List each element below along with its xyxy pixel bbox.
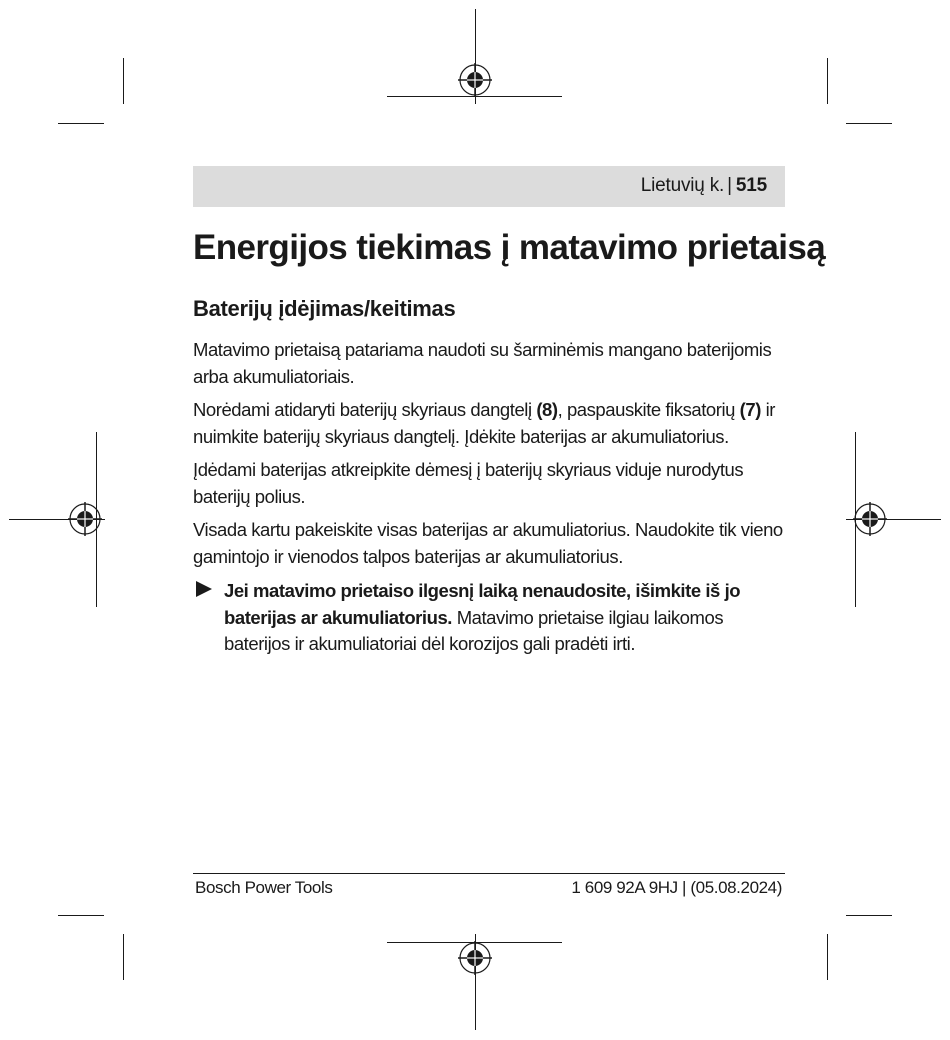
page-number: 515: [735, 175, 767, 196]
crop-mark: [58, 123, 104, 124]
crop-mark: [123, 58, 124, 104]
registration-mark-icon: [458, 941, 492, 975]
paragraph-2-text-b: , paspauskite fiksatorių: [557, 399, 740, 420]
figure-reference-7: (7): [739, 399, 761, 420]
paragraph-2-text-a: Norėdami atidaryti baterijų skyriaus dangtelį: [193, 399, 537, 420]
footer-document-id: 1 609 92A 9HJ | (05.08.2024): [571, 878, 782, 897]
triangle-bullet-icon: [195, 579, 213, 599]
paragraph-2: [193, 397, 785, 450]
body-text: [193, 337, 785, 658]
warning-note-bold: Jei matavimo prietaiso ilgesnį laiką nenaudosite, išimkite iš jo baterijas ar akumuliatorius.: [224, 580, 741, 628]
footer-publisher: Bosch Power Tools: [195, 878, 333, 897]
figure-reference-8: (8): [536, 399, 558, 420]
paragraph-2-text-c: ir nuimkite baterijų skyriaus dangtelį. Įdėkite baterijas ar akumuliatorius.: [193, 399, 775, 447]
page-header: [193, 166, 785, 207]
header-separator: |: [727, 175, 732, 196]
crop-mark: [846, 915, 892, 916]
registration-mark-icon: [68, 502, 102, 536]
paragraph-1: Matavimo prietaisą patariama naudoti su šarminėmis mangano baterijomis arba akumuliatoriais.: [193, 339, 772, 387]
page-title: Energijos tiekimas į matavimo prietaisą: [193, 228, 826, 267]
crop-mark: [827, 58, 828, 104]
footer-rule: [193, 873, 785, 874]
crop-mark: [827, 934, 828, 980]
header-text: [641, 175, 767, 197]
paragraph-3: Įdėdami baterijas atkreipkite dėmesį į baterijų skyriaus viduje nurodytus baterijų polius.: [193, 459, 744, 507]
registration-mark-icon: [853, 502, 887, 536]
section-subtitle: Baterijų įdėjimas/keitimas: [193, 296, 456, 321]
header-section: Lietuvių k.: [640, 175, 725, 196]
crop-mark: [846, 123, 892, 124]
warning-note-text: Matavimo prietaise ilgiau laikomos baterijos ir akumuliatoriai dėl korozijos gali pradėti irti.: [224, 606, 724, 654]
paragraph-4: Visada kartu pakeiskite visas baterijas ar akumuliatorius. Naudokite tik vieno gamintojo ir vienodos talpos baterijas ar akumuliatorius.: [193, 519, 783, 567]
crop-mark: [58, 915, 104, 916]
warning-note: [193, 578, 785, 658]
crop-mark: [123, 934, 124, 980]
registration-mark-icon: [458, 63, 492, 97]
